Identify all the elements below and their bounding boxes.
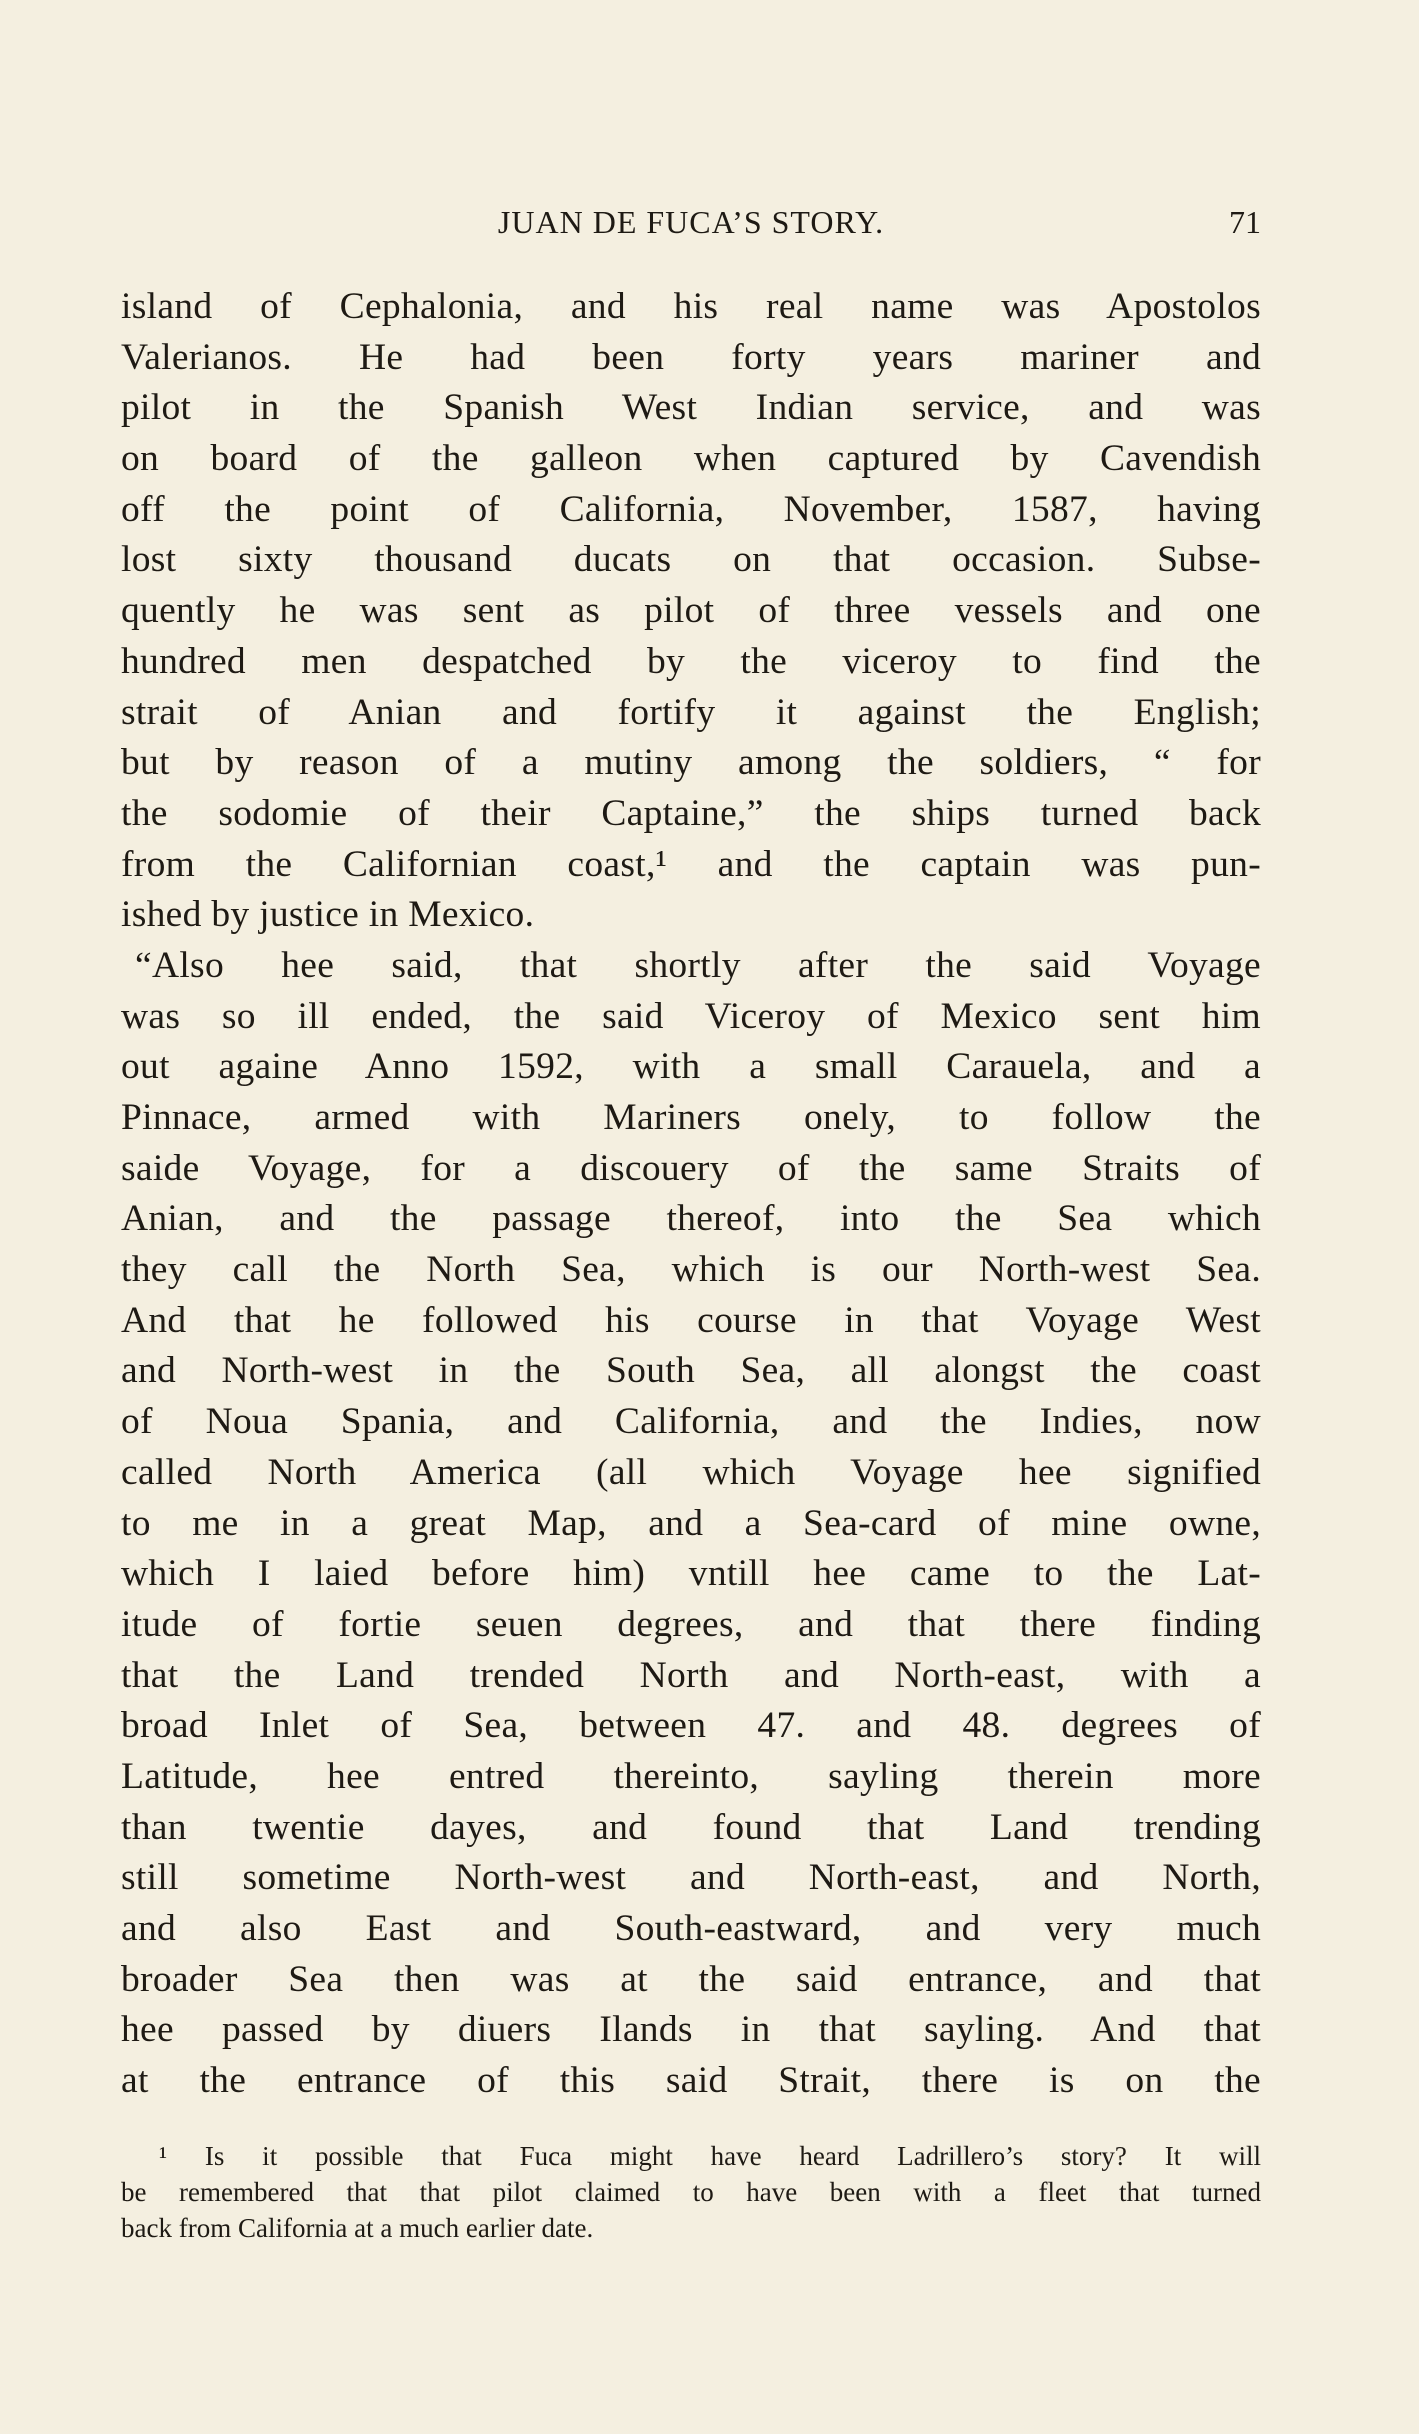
text-line: but by reason of a mutiny among the soldiers, “ for xyxy=(121,742,1261,784)
text-line: still sometime North-west and North-east, and North, xyxy=(121,1857,1261,1899)
text-line: off the point of California, November, 1587, having xyxy=(121,488,1261,530)
text-line: on board of the galleon when captured by Cavendish xyxy=(121,438,1261,480)
text-line: hee passed by diuers Ilands in that sayling. And that xyxy=(121,2009,1261,2051)
text-line: Pinnace, armed with Mariners onely, to follow the xyxy=(121,1097,1261,1138)
page-header xyxy=(121,204,1261,250)
text-line: and also East and South-eastward, and very much xyxy=(121,1908,1261,1949)
text-line: and North-west in the South Sea, all alongst the coast xyxy=(121,1350,1261,1392)
text-line: out againe Anno 1592, with a small Carauela, and a xyxy=(121,1046,1261,1088)
footnote-line: back from California at a much earlier date. xyxy=(121,2213,594,2243)
text-line: of Noua Spania, and California, and the Indies, now xyxy=(121,1401,1261,1443)
text-line: quently he was sent as pilot of three vessels and one xyxy=(121,590,1261,632)
footnote-line: ¹ Is it possible that Fuca might have heard Ladrillero’s story? It will xyxy=(159,2141,1261,2171)
text-line: broader Sea then was at the said entrance, and that xyxy=(121,1958,1261,2000)
footnote xyxy=(121,2138,1261,2246)
text-line: that the Land trended North and North-east, with a xyxy=(121,1654,1261,1696)
text-line: than twentie dayes, and found that Land trending xyxy=(121,1806,1261,1848)
text-line: And that he followed his course in that Voyage West xyxy=(121,1299,1261,1341)
text-line: was so ill ended, the said Viceroy of Mexico sent him xyxy=(121,995,1261,1037)
page-number: 71 xyxy=(1229,204,1261,240)
text-line: Latitude, hee entred thereinto, sayling therein more xyxy=(121,1755,1261,1797)
text-line: called North America (all which Voyage hee signified xyxy=(121,1451,1261,1493)
text-line: to me in a great Map, and a Sea-card of mine owne, xyxy=(121,1502,1261,1544)
text-line: strait of Anian and fortify it against the English; xyxy=(121,691,1261,733)
text-line: Valerianos. He had been forty years mariner and xyxy=(121,336,1261,378)
text-line: lost sixty thousand ducats on that occasion. Subse- xyxy=(121,539,1261,581)
text-line: pilot in the Spanish West Indian service, and was xyxy=(121,387,1261,429)
text-line: itude of fortie seuen degrees, and that there finding xyxy=(121,1603,1261,1645)
body-text xyxy=(121,282,1261,2107)
footnote-line: be remembered that that pilot claimed to have been with a fleet that turned xyxy=(121,2177,1261,2207)
text-line: they call the North Sea, which is our North-west Sea. xyxy=(121,1249,1261,1291)
text-line: which I laied before him) vntill hee came to the Lat- xyxy=(121,1553,1261,1595)
text-line: island of Cephalonia, and his real name was Apostolos xyxy=(121,286,1261,327)
text-line: at the entrance of this said Strait, there is on the xyxy=(121,2060,1261,2102)
text-line: broad Inlet of Sea, between 47. and 48. degrees of xyxy=(121,1705,1261,1747)
text-line: Anian, and the passage thereof, into the Sea which xyxy=(121,1198,1261,1240)
text-line: “Also hee said, that shortly after the said Voyage xyxy=(135,944,1261,986)
text-line: the sodomie of their Captaine,” the ships turned back xyxy=(121,792,1261,834)
text-line: saide Voyage, for a discouery of the same Straits of xyxy=(121,1147,1261,1189)
text-line: from the Californian coast,¹ and the captain was pun- xyxy=(121,843,1261,885)
running-title: JUAN DE FUCA’S STORY. xyxy=(497,204,885,240)
text-line: ished by justice in Mexico. xyxy=(121,894,535,936)
text-line: hundred men despatched by the viceroy to find the xyxy=(121,640,1261,682)
